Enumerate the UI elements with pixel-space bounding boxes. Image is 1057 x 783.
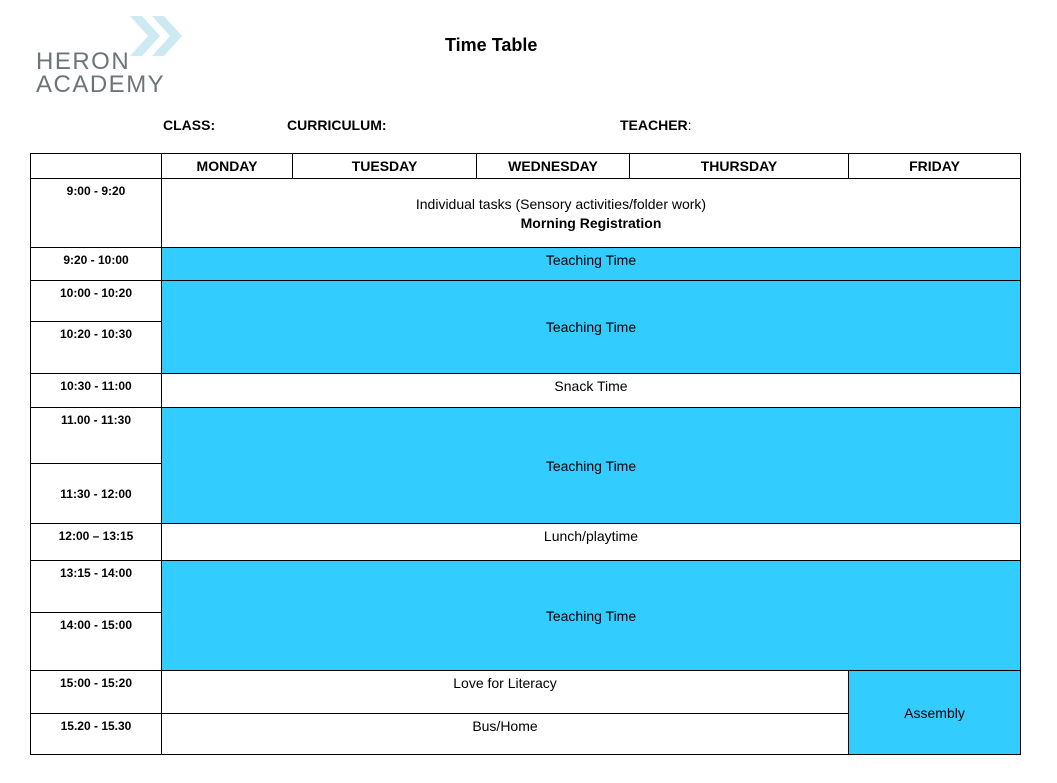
curriculum-label: CURRICULUM:	[287, 117, 387, 133]
teacher-label	[620, 117, 692, 133]
table-row	[31, 281, 1021, 322]
time-slot: 12:00 – 13:15	[31, 524, 162, 561]
teacher-label-text: TEACHER	[620, 117, 688, 133]
activity-love-for-literacy: Love for Literacy	[162, 671, 849, 714]
table-row	[31, 408, 1021, 464]
time-slot: 10:20 - 10:30	[31, 322, 162, 374]
time-slot: 10:30 - 11:00	[31, 374, 162, 408]
table-row	[31, 248, 1021, 281]
activity-teaching-time: Teaching Time	[162, 281, 1021, 374]
day-tuesday: TUESDAY	[293, 154, 477, 179]
time-slot: 15.20 - 15.30	[31, 714, 162, 755]
table-row	[31, 671, 1021, 714]
time-slot: 9:20 - 10:00	[31, 248, 162, 281]
time-slot: 10:00 - 10:20	[31, 281, 162, 322]
table-row	[31, 524, 1021, 561]
activity-lunch-playtime: Lunch/playtime	[162, 524, 1021, 561]
table-header-row	[31, 154, 1021, 179]
table-row	[31, 179, 1021, 248]
page-title: Time Table	[445, 35, 538, 55]
day-thursday: THURSDAY	[630, 154, 849, 179]
time-slot: 15:00 - 15:20	[31, 671, 162, 714]
activity-snack-time: Snack Time	[162, 374, 1021, 408]
chevron-logo-icon	[126, 14, 188, 60]
activity-individual-tasks	[162, 179, 1021, 248]
timetable	[30, 153, 1021, 755]
time-slot: 11.00 - 11:30	[31, 408, 162, 464]
table-row	[31, 561, 1021, 613]
time-slot: 14:00 - 15:00	[31, 613, 162, 671]
teacher-label-colon: :	[687, 117, 692, 133]
header-empty-cell	[31, 154, 162, 179]
day-friday: FRIDAY	[849, 154, 1021, 179]
logo-text-academy: ACADEMY	[36, 71, 166, 98]
activity-teaching-time: Teaching Time	[162, 561, 1021, 671]
table-row	[31, 374, 1021, 408]
time-slot: 9:00 - 9:20	[31, 179, 162, 248]
activity-bus-home: Bus/Home	[162, 714, 849, 755]
activity-teaching-time: Teaching Time	[162, 248, 1021, 281]
activity-assembly: Assembly	[849, 671, 1021, 755]
day-wednesday: WEDNESDAY	[477, 154, 630, 179]
individual-tasks-text: Individual tasks (Sensory activities/folder work)	[415, 195, 707, 212]
day-monday: MONDAY	[162, 154, 293, 179]
time-slot: 11:30 - 12:00	[31, 464, 162, 524]
class-label: CLASS:	[163, 117, 216, 133]
heron-academy-logo	[34, 14, 194, 96]
logo-text-heron: HERON	[36, 48, 131, 75]
morning-registration-text: Morning Registration	[520, 214, 662, 231]
time-slot: 13:15 - 14:00	[31, 561, 162, 613]
activity-teaching-time: Teaching Time	[162, 408, 1021, 524]
